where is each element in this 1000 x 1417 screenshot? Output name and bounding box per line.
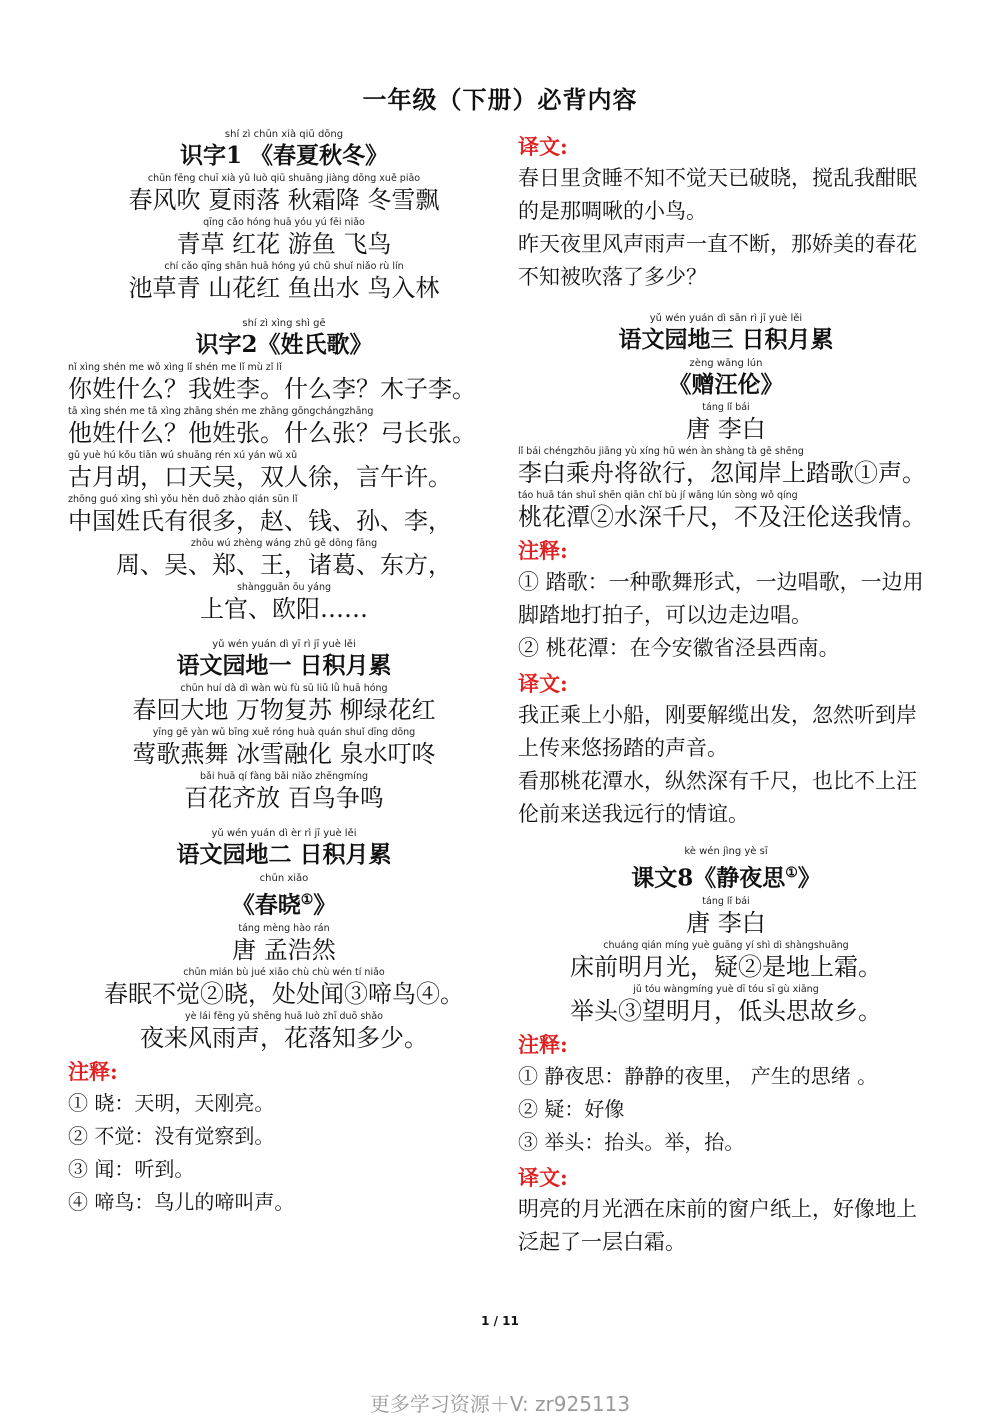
pinyin-line: yè lái fēng yǔ shēng huā luò zhī duō shǎo (185, 1010, 383, 1022)
section-title-pinyin: yǔ wén yuán dì èr rì jī yuè lěi (211, 828, 357, 839)
text-line: 上官、欧阳…… (200, 595, 368, 623)
poem-title-pinyin: zèng wāng lún (689, 358, 763, 369)
notes-label: 注释: (518, 538, 568, 563)
pinyin-line: táo huā tán shuǐ shēn qiān chǐ bù jí wāng lún sòng wǒ qíng (518, 490, 798, 501)
text-line: 春风吹 夏雨落 秋霜降 冬雪飘 (128, 186, 440, 214)
section-title: 识字1 《春夏秋冬》 (179, 142, 388, 169)
watermark: 更多学习资源＋V: zr925113 (369, 1392, 631, 1416)
pinyin-line: chūn huí dà dì wàn wù fù sū liǔ lǜ huā hóng (180, 683, 388, 694)
pinyin-line: lǐ bái chéngzhōu jiāng yù xíng hū wén àn shàng tà gē shēng (518, 446, 804, 457)
pinyin-line: bǎi huā qí fàng bǎi niǎo zhēngmíng (200, 771, 368, 782)
section-title: 语文园地一 日积月累 (176, 652, 392, 679)
translation-paragraph: 看那桃花潭水，纵然深有千尺，也比不上汪伦前来送我远行的情谊。 (518, 769, 917, 826)
pinyin-line: nǐ xìng shén me wǒ xìng lǐ shén me lǐ mù zǐ lǐ (68, 362, 282, 373)
translation-paragraph: 昨天夜里风声雨声一直不断，那娇美的春花不知被吹落了多少？ (518, 232, 917, 289)
poem-author: 唐 李白 (686, 908, 766, 937)
text-line: 你姓什么？我姓李。什么李？木子李。 (68, 375, 476, 403)
pinyin-line: táng lǐ bái (702, 895, 750, 907)
pinyin-line: qīng cǎo hóng huā yóu yú fēi niǎo (203, 217, 365, 228)
page-number: 1 / 11 (481, 1314, 519, 1328)
pinyin-line: chuáng qián míng yuè guāng yí shì dì shàngshuāng (603, 939, 849, 951)
pinyin-line: táng lǐ bái (702, 402, 750, 413)
pinyin-line: zhōu wú zhèng wáng zhū gě dōng fāng (190, 538, 378, 549)
text-line: 池草青 山花红 鱼出水 鸟入林 (128, 274, 440, 302)
pinyin-line: táng mèng hào rán (238, 922, 330, 934)
note-item: ② 不觉：没有觉察到。 (68, 1123, 275, 1148)
text-line: 百花齐放 百鸟争鸣 (184, 784, 384, 812)
pinyin-line: chūn fēng chuī xià yǔ luò qiū shuāng jiàng dōng xuě piāo (147, 173, 421, 184)
text-line: 春回大地 万物复苏 柳绿花红 (132, 696, 436, 724)
poem-line: 夜来风雨声，花落知多少。 (140, 1023, 428, 1052)
note-item: ① 踏歌：一种歌舞形式，一边唱歌，一边用脚踏地打拍子，可以边走边唱。 (518, 570, 924, 627)
section-lesson-8 (518, 845, 934, 1259)
poem-title-pinyin: chūn xiǎo (259, 873, 309, 884)
pinyin-line: chí cǎo qīng shān huā hóng yú chū shuǐ niǎo rù lín (164, 261, 404, 272)
section-shizi-1 (68, 128, 500, 303)
translation-label: 译文: (518, 1164, 568, 1190)
translation-paragraph: 春日里贪睡不知不觉天已破晓，搅乱我酣眠的是那啁啾的小鸟。 (518, 166, 917, 223)
pinyin-line: gǔ yuè hú kǒu tiān wú shuāng rén xú yán wǔ xǔ (68, 450, 298, 461)
note-item: ③ 闻：听到。 (68, 1156, 195, 1181)
text-line: 中国姓氏有很多，赵、钱、孙、李， (68, 507, 452, 535)
text-line: 莺歌燕舞 冰雪融化 泉水叮咚 (132, 740, 436, 768)
pinyin-line: chūn mián bù jué xiǎo chù chù wén tí niǎo (183, 966, 385, 978)
poem-line: 桃花潭②水深千尺，不及汪伦送我情。 (518, 503, 926, 531)
section-title-pinyin: shí zì chūn xià qiū dōng (224, 129, 344, 140)
section-shizi-2 (68, 317, 500, 624)
translation-label: 译文: (518, 671, 568, 696)
right-column (518, 128, 934, 1267)
text-line: 青草 红花 游鱼 飞鸟 (176, 230, 392, 258)
section-title-pinyin: shí zì xìng shì gē (242, 318, 326, 329)
text-line: 周、吴、郑、王，诸葛、东方， (116, 551, 452, 579)
footnote-marker: ① (300, 892, 314, 908)
section-title-pinyin: yǔ wén yuán dì yī rì jī yuè lěi (212, 639, 356, 650)
footnote-marker: ① (785, 865, 798, 881)
section-garden-3 (518, 312, 934, 831)
section-garden-2 (68, 827, 500, 1219)
page-title: 一年级（下册）必背内容 (362, 85, 638, 114)
pinyin-line: jǔ tóu wàngmíng yuè dī tóu sī gù xiāng (633, 983, 819, 995)
section-title: 语文园地二 日积月累 (176, 841, 392, 868)
section-title: 识字2《姓氏歌》 (195, 331, 373, 358)
pinyin-line: shàngguān ōu yáng (236, 582, 332, 593)
note-item: ① 静夜思：静静的夜里， 产生的思绪 。 (518, 1063, 878, 1088)
note-item: ② 桃花潭：在今安徽省泾县西南。 (518, 636, 840, 660)
translation-label: 译文: (518, 134, 568, 159)
section-title-pinyin: kè wén jìng yè sī (684, 846, 768, 857)
left-column (68, 128, 500, 1227)
section-title-pinyin: yǔ wén yuán dì sān rì jī yuè lěi (649, 313, 803, 324)
poem-author: 唐 孟浩然 (232, 935, 336, 964)
note-item: ② 疑：好像 (518, 1096, 625, 1121)
notes-label: 注释: (518, 1031, 568, 1057)
text-line: 古月胡，口天吴，双人徐，言午许。 (68, 463, 452, 491)
section-title: 语文园地三 日积月累 (618, 326, 834, 353)
text-line: 他姓什么？他姓张。什么张？弓长张。 (68, 419, 476, 447)
pinyin-line: zhōng guó xìng shì yǒu hěn duō zhào qián sūn lǐ (68, 494, 298, 505)
note-item: ③ 举头：抬头。举，抬。 (518, 1129, 745, 1154)
note-item: ④ 啼鸟：鸟儿的啼叫声。 (68, 1189, 295, 1214)
note-item: ① 晓：天明，天刚亮。 (68, 1090, 275, 1115)
poem-author: 唐 李白 (686, 415, 766, 443)
poem-line: 李白乘舟将欲行，忽闻岸上踏歌①声。 (518, 459, 926, 487)
poem-title: 《赠汪伦》 (668, 371, 784, 398)
pinyin-line: yīng gē yàn wǔ bīng xuě róng huà quán shuǐ dīng dōng (152, 727, 416, 738)
poem-title: 《春晓①》 (231, 891, 337, 919)
section-garden-1 (68, 638, 500, 813)
translation-paragraph: 明亮的月光洒在床前的窗户纸上，好像地上泛起了一层白霜。 (518, 1196, 917, 1254)
poem-line: 床前明月光，疑②是地上霜。 (570, 952, 882, 981)
poem-line: 举头③望明月，低头思故乡。 (570, 996, 882, 1025)
notes-label: 注释: (68, 1058, 118, 1084)
translation-paragraph: 我正乘上小船，刚要解缆出发，忽然听到岸上传来悠扬踏的声音。 (518, 703, 917, 760)
section-title: 课文8《静夜思①》 (631, 864, 821, 892)
poem-line: 春眠不觉②晓，处处闻③啼鸟④。 (104, 979, 464, 1008)
pinyin-line: tā xìng shén me tā xìng zhāng shén me zhāng gōngchángzhāng (68, 406, 374, 417)
